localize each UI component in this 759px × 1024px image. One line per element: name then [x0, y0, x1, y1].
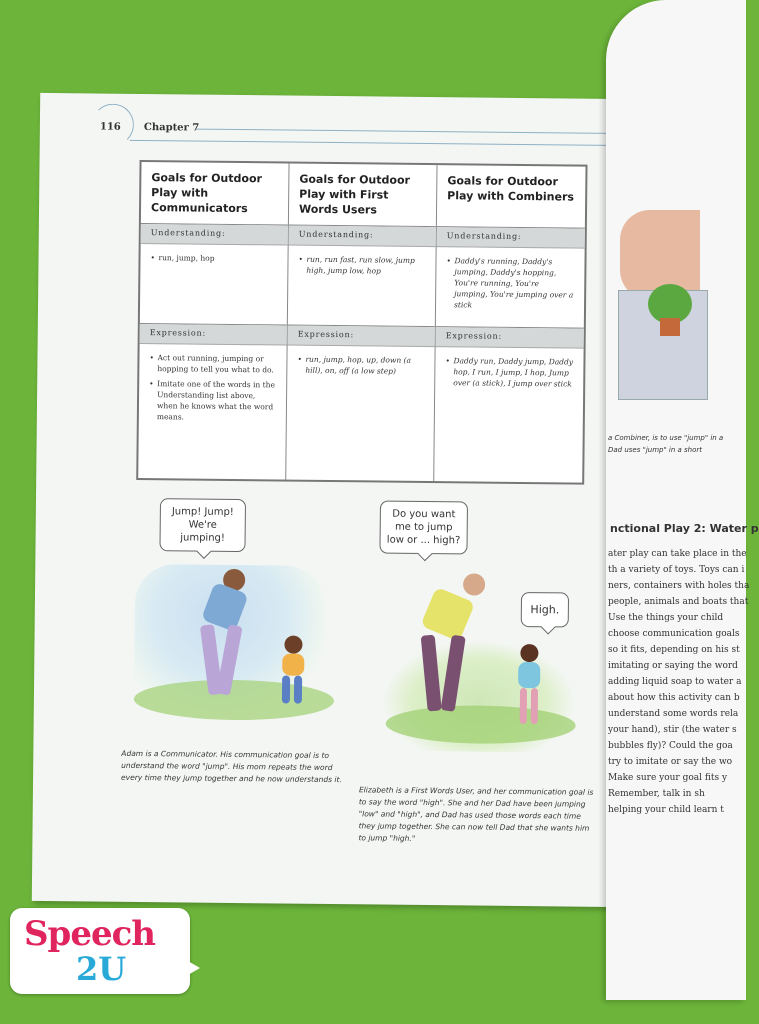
- girl-leg: [531, 688, 538, 724]
- dad-figure: [406, 573, 498, 734]
- boy-head: [284, 636, 302, 654]
- body-line: about how this activity can b: [608, 693, 740, 703]
- header-rule-lower: [130, 140, 620, 146]
- logo-text-2u: 2U: [76, 950, 127, 988]
- boy-torso: [282, 653, 304, 675]
- boy-figure: [270, 635, 315, 715]
- understanding-body: [140, 244, 288, 326]
- understanding-item: • Daddy's running, Daddy's jumping, Daddy's hopping, You're running, You're jumping, You're jumping over a stick: [446, 255, 575, 311]
- caption-elizabeth: Elizabeth is a First Words User, and her communication goal is to say the word "high". She and her Dad have been jumping "low" and "high", and Dad has used those words each time they jump together. She can now tell Dad that she wants him to jump "high.": [358, 785, 594, 843]
- girl-torso: [518, 662, 540, 688]
- column-title: Goals for Outdoor Play with Combiners: [437, 165, 586, 229]
- boy-leg: [282, 675, 290, 703]
- caption-line: Dad uses "jump" in a short: [608, 446, 703, 454]
- speech-bubble-dad: Do you want me to jump low or ... high?: [379, 501, 468, 555]
- left-page: [32, 93, 630, 907]
- speech-bubble-mom: Jump! Jump! We're jumping!: [159, 498, 246, 552]
- body-line: Use the things your child: [608, 613, 724, 623]
- dad-leg: [441, 635, 466, 712]
- speech-bubble-girl: High.: [521, 592, 569, 628]
- girl-figure: [511, 644, 546, 740]
- expression-body: [434, 347, 583, 467]
- goals-column-communicators: [138, 162, 289, 480]
- understanding-body: [436, 247, 585, 329]
- understanding-label: Understanding:: [437, 227, 585, 249]
- understanding-item: • run, jump, hop: [150, 252, 277, 264]
- expression-item: • Imitate one of the words in the Understanding list above, when he knows what the word means.: [149, 378, 276, 423]
- body-line: understand some words rela: [608, 709, 739, 719]
- caption-adam: Adam is a Communicator. His communication goal is to understand the word "jump". His mom repeats the word every time they jump together and he now understands it.: [121, 748, 342, 785]
- body-line: th a variety of toys. Toys can i: [608, 565, 745, 575]
- expression-body: [138, 344, 286, 464]
- caption-line: a Combiner, is to use "jump" in a: [608, 434, 724, 442]
- body-line: try to imitate or say the wo: [608, 757, 733, 767]
- expression-item: • Daddy run, Daddy jump, Daddy hop, I run, I jump, I hop, Jump over (a stick), I jump over stick: [445, 355, 573, 389]
- goals-table: [136, 160, 587, 485]
- body-line: people, animals and boats that: [608, 597, 749, 607]
- understanding-label: Understanding:: [141, 224, 288, 246]
- expression-label: Expression:: [436, 327, 584, 349]
- expression-item: • run, jump, hop, up, down (a hill), on, off (a low step): [297, 354, 424, 377]
- body-line: helping your child learn t: [608, 805, 724, 815]
- understanding-item: • run, run fast, run slow, jump high, jump low, hop: [298, 254, 425, 277]
- illustration-steps-and-plant: [612, 200, 712, 410]
- body-line: choose communication goals: [608, 629, 740, 639]
- body-line: so it fits, depending on his st: [608, 645, 740, 655]
- right-page-caption: [608, 432, 723, 456]
- right-page-heading: nctional Play 2: Water p: [610, 522, 759, 535]
- body-line: ater play can take place in the: [608, 549, 747, 559]
- dad-leg: [421, 635, 442, 712]
- body-line: Make sure your goal fits y: [608, 773, 728, 783]
- speech2u-logo: [10, 908, 190, 994]
- expression-label: Expression:: [288, 326, 435, 348]
- expression-item: • Act out running, jumping or hopping to tell you what to do.: [149, 352, 276, 375]
- goals-column-combiners: [434, 165, 585, 483]
- boy-leg: [294, 676, 302, 704]
- understanding-label: Understanding:: [289, 226, 436, 248]
- header-rule: [196, 129, 620, 134]
- logo-text-speech: Speech: [24, 914, 156, 954]
- expression-label: Expression:: [140, 324, 287, 346]
- girl-head: [520, 644, 538, 662]
- body-line: your hand), stir (the water s: [608, 725, 737, 735]
- chapter-title: Chapter 7: [143, 122, 200, 134]
- page-header: [100, 118, 620, 149]
- body-line: adding liquid soap to water a: [608, 677, 742, 687]
- right-page: [606, 0, 759, 1000]
- mom-figure: [184, 568, 266, 719]
- dad-head: [463, 573, 485, 595]
- column-title: Goals for Outdoor Play with First Words Users: [289, 164, 437, 228]
- mom-leg: [216, 624, 243, 695]
- column-title: Goals for Outdoor Play with Communicators: [141, 162, 289, 226]
- body-line: bubbles fly)? Could the goa: [608, 741, 733, 751]
- goals-column-first-words-users: [286, 164, 437, 482]
- dad-torso: [420, 587, 475, 642]
- page-number: 116: [99, 121, 121, 133]
- understanding-body: [288, 246, 436, 328]
- right-page-body: [608, 546, 749, 818]
- body-line: ners, containers with holes tha: [608, 581, 750, 591]
- pot-shape: [660, 318, 680, 336]
- expression-body: [286, 346, 434, 466]
- body-line: imitating or saying the word: [608, 661, 738, 671]
- body-line: Remember, talk in sh: [608, 789, 705, 799]
- girl-leg: [520, 688, 527, 724]
